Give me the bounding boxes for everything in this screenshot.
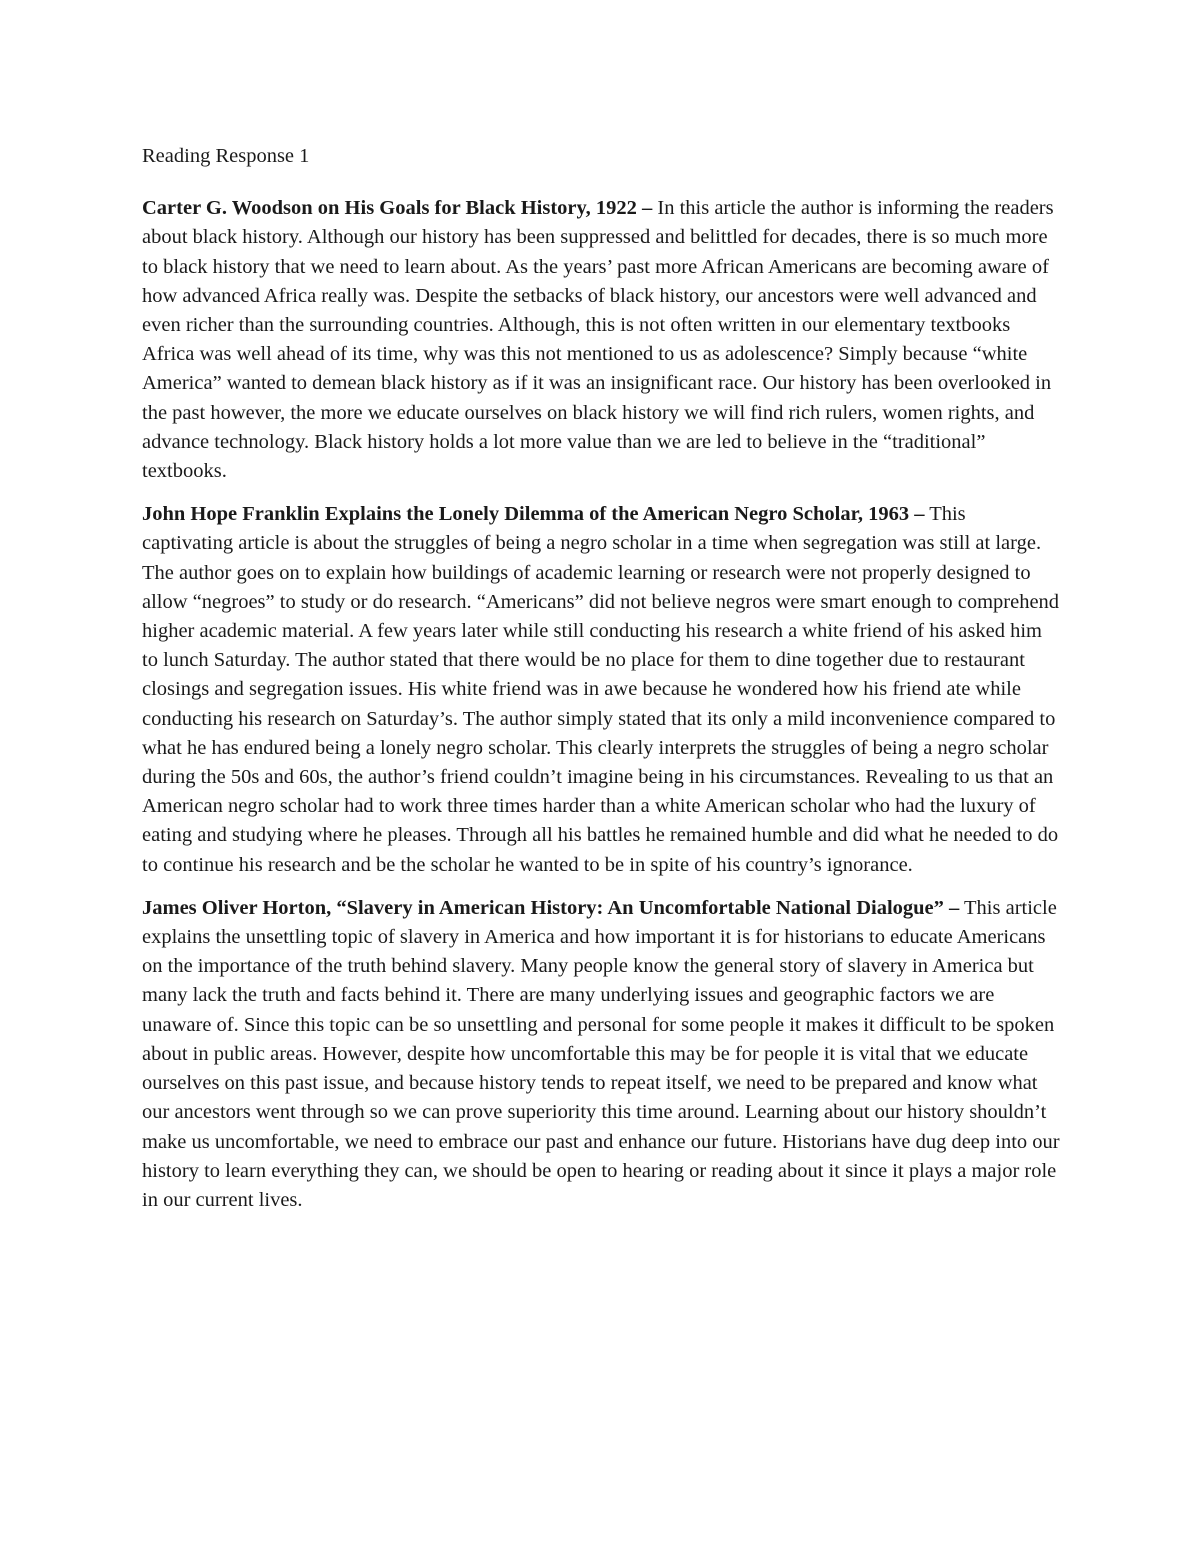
entry-body: This captivating article is about the struggles of being a negro scholar in a time when segregation was still at large. The author goes on to explain how buildings of academic learning or research were not properly designed to allow “negroes” to study or do research. “Americans” did not believe negros were smart enough to comprehend higher academic material. A few years later while still conducting his research a white friend of his asked him to lunch Saturday. The author stated that there would be no place for them to dine together due to restaurant closings and segregation issues. His white friend was in awe because he wondered how his friend ate while conducting his research on Saturday’s. The author simply stated that its only a mild inconvenience compared to what he has endured being a lonely negro scholar. This clearly interprets the struggles of being a negro scholar during the 50s and 60s, the author’s friend couldn’t imagine being in his circumstances. Revealing to us that an American negro scholar had to work three times harder than a white American scholar who had the luxury of eating and studying where he pleases. Through all his battles he remained humble and did what he needed to do to continue his research and be the scholar he wanted to be in spite of his country’s ignorance. xyxy=(142,503,1060,876)
entry-body: This article explains the unsettling topic of slavery in America and how important it is for historians to educate Americans on the importance of the truth behind slavery. Many people know the general story of slavery in America but many lack the truth and facts behind it. There are many underlying issues and geographic factors we are unaware of. Since this topic can be so unsettling and personal for some people it makes it difficult to be spoken about in public areas. However, despite how uncomfortable this may be for people it is vital that we educate ourselves on this past issue, and because history tends to repeat itself, we need to be prepared and know what our ancestors went through so we can prove superiority this time around. Learning about our history shouldn’t make us uncomfortable, we need to embrace our past and enhance our future. Historians have dug deep into our history to learn everything they can, we should be open to hearing or reading about it since it plays a major role in our current lives. xyxy=(142,896,1060,1211)
document-title: Reading Response 1 xyxy=(142,145,310,167)
reading-entry-franklin xyxy=(142,500,1060,880)
entry-heading: Carter G. Woodson on His Goals for Black History, 1922 – xyxy=(142,197,653,220)
reading-entry-woodson xyxy=(142,194,1060,486)
document-body xyxy=(142,142,1060,1229)
entry-body: In this article the author is informing the readers about black history. Although our history has been suppressed and belittled for decades, there is so much more to black history that we need to learn about. As the years’ past more African Americans are becoming aware of how advanced Africa really was. Despite the setbacks of black history, our ancestors were well advanced and even richer than the surrounding countries. Although, this is not often written in our elementary textbooks Africa was well ahead of its time, why was this not mentioned to us as adolescence? Simply because “white America” wanted to demean black history as if it was an insignificant race. Our history has been overlooked in the past however, the more we educate ourselves on black history we will find rich rulers, women rights, and advance technology. Black history holds a lot more value than we are led to believe in the “traditional” textbooks. xyxy=(142,197,1054,483)
entry-heading: James Oliver Horton, “Slavery in American History: An Uncomfortable National Dialogue” – xyxy=(142,896,960,919)
reading-entry-horton xyxy=(142,894,1060,1215)
entry-heading: John Hope Franklin Explains the Lonely Dilemma of the American Negro Scholar, 1963 – xyxy=(142,503,925,526)
